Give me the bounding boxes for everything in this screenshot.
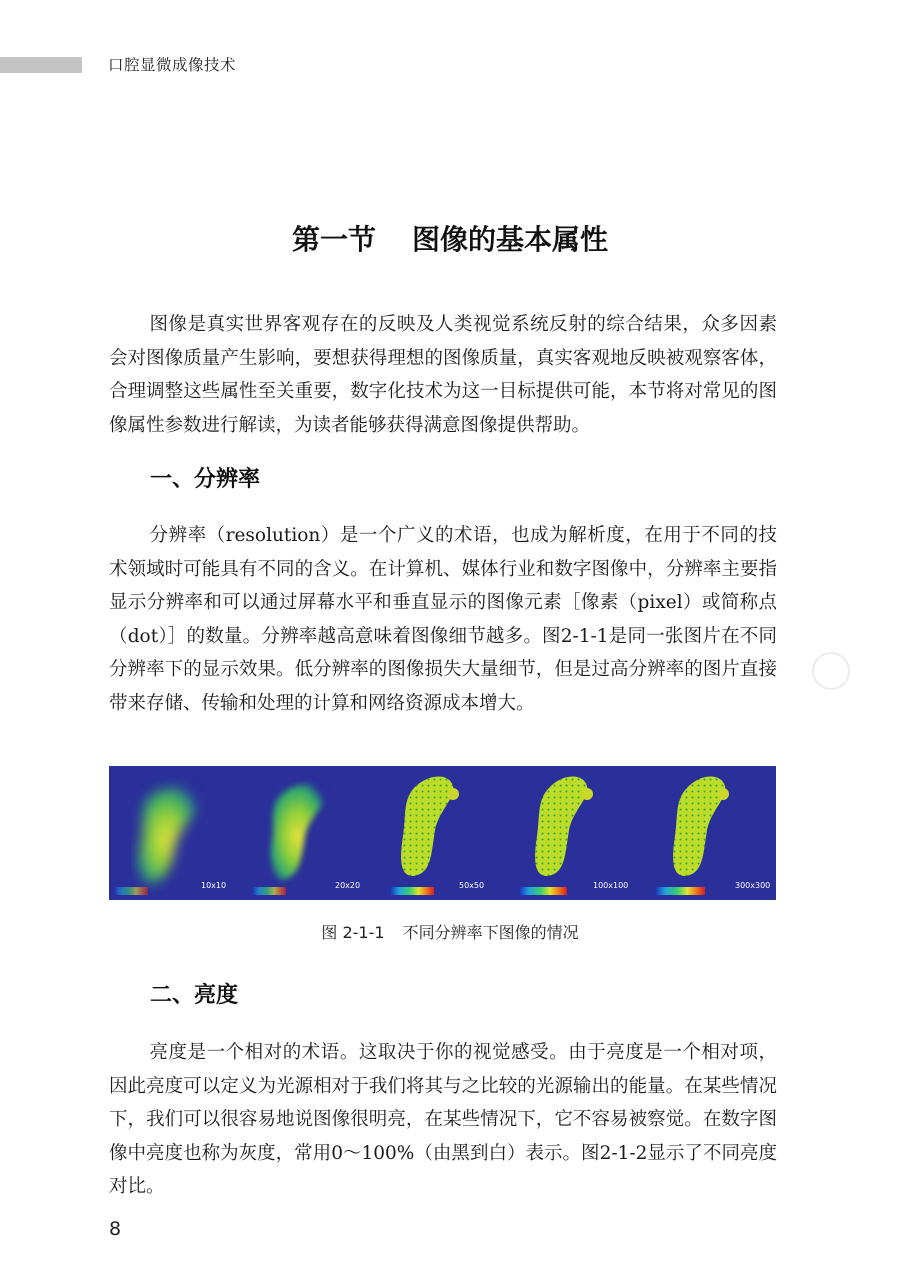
section-number: 第一节: [291, 223, 376, 256]
section-title: [0, 218, 900, 258]
intro-paragraph: [109, 308, 777, 442]
subsection-heading-resolution: 一、分辨率: [150, 467, 261, 492]
brightness-paragraph: [109, 1036, 777, 1204]
page-number: 8: [109, 1218, 122, 1240]
resolution-text: 分辨率（resolution）是一个广义的术语，也成为解析度，在用于不同的技术领域时可能具有不同的含义。在计算机、媒体行业和数字图像中，分辨率主要指显示分辨率和可以通过屏幕水平和垂直显示的图像元素［像素（pixel）或简称点（dot）］的数量。分辨率越高意味着图像细节越多。图2-1-1是同一张图片在不同分辨率下的显示效果。低分辨率的图像损失大量细节，但是过高分辨率的图片直接带来存储、传输和处理的计算和网络资源成本增大。: [109, 525, 777, 714]
subsection-heading-brightness: 二、亮度: [150, 983, 239, 1008]
running-header-title: 口腔显微成像技术: [108, 56, 237, 74]
figure-caption: [0, 920, 900, 943]
figure-caption-text: 不同分辨率下图像的情况: [402, 923, 579, 942]
panel-20x20: [252, 783, 360, 895]
panel-50x50: [390, 776, 484, 895]
figure-number: 图 2-1-1: [321, 923, 385, 942]
section-heading: 图像的基本属性: [412, 223, 609, 256]
margin-watermark: [812, 652, 850, 690]
resolution-figure: [109, 766, 776, 900]
panel-300x300: [655, 776, 770, 895]
panel-label-20x20: 20x20: [335, 881, 361, 890]
panel-label-100x100: 100x100: [593, 881, 629, 890]
brightness-text: 亮度是一个相对的术语。这取决于你的视觉感受。由于亮度是一个相对项，因此亮度可以定义为光源相对于我们将其与之比较的光源输出的能量。在某些情况下，我们可以很容易地说图像很明亮，在某些情况下，它不容易被察觉。在数字图像中亮度也称为灰度，常用0～100%（由黑到白）表示。图2-1-2显示了不同亮度对比。: [109, 1042, 777, 1197]
panel-10x10: [114, 786, 226, 895]
panel-label-50x50: 50x50: [459, 881, 485, 890]
panel-label-300x300: 300x300: [735, 881, 771, 890]
intro-text: 图像是真实世界客观存在的反映及人类视觉系统反射的综合结果，众多因素会对图像质量产生影响，要想获得理想的图像质量，真实客观地反映被观察客体，合理调整这些属性至关重要，数字化技术为这一目标提供可能，本节将对常见的图像属性参数进行解读，为读者能够获得满意图像提供帮助。: [109, 314, 777, 436]
header-bar: [0, 57, 82, 73]
panel-label-10x10: 10x10: [201, 881, 227, 890]
resolution-paragraph: [109, 519, 777, 720]
panel-100x100: [519, 776, 628, 895]
